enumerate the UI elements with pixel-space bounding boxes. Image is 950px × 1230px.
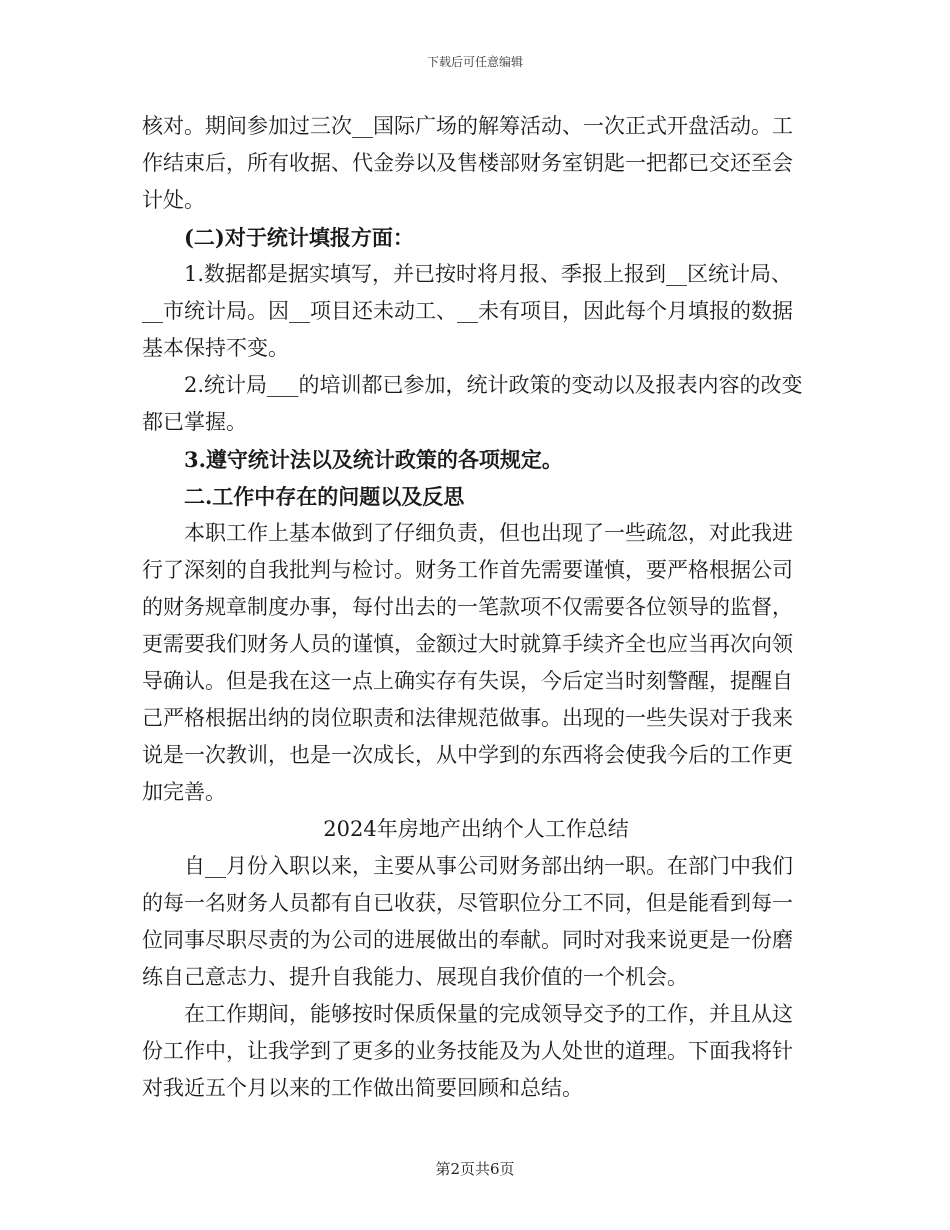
- paragraph-intro: 自__月份入职以来，主要从事公司财务部出纳一职。在部门中我们的每一名财务人员都有自已收获，尽管职位分工不同，但是能看到每一位同事尽职尽责的为公司的进展做出的奉献。同时对我来说更是一份磨练自己意志力、提升自我能力、展现自我价值的一个机会。: [142, 854, 793, 989]
- list-item-1: 1.数据都是据实填写，并已按时将月报、季报上报到__区统计局、__市统计局。因__项目还未动工、__未有项目，因此每个月填报的数据基本保持不变。: [142, 262, 793, 360]
- list-item-3: 3.遵守统计法以及统计政策的各项规定。: [184, 447, 563, 472]
- document-title: 2024年房地产出纳个人工作总结: [323, 817, 629, 841]
- list-item-2: 2.统计局___的培训都已参加，统计政策的变动以及报表内容的改变都已掌握。: [142, 373, 803, 434]
- page-header: 下载后可任意编辑: [426, 55, 523, 69]
- paragraph-continuation: 核对。期间参加过三次__国际广场的解筹活动、一次正式开盘活动。工作结束后，所有收据、代金券以及售楼部财务室钥匙一把都已交还至会计处。: [142, 114, 793, 212]
- section-heading-statistics: (二)对于统计填报方面：: [184, 225, 414, 250]
- paragraph-summary: 在工作期间，能够按时保质保量的完成领导交予的工作，并且从这份工作中，让我学到了更多的业务技能及为人处世的道理。下面我将针对我近五个月以来的工作做出简要回顾和总结。: [142, 1002, 793, 1100]
- section-heading-problems: 二.工作中存在的问题以及反思: [184, 484, 465, 509]
- document-body: [142, 108, 810, 1107]
- page-footer: 第2页共6页: [435, 1160, 515, 1178]
- paragraph-reflection: 本职工作上基本做到了仔细负责，但也出现了一些疏忽，对此我进行了深刻的自我批判与检讨。财务工作首先需要谨慎，要严格根据公司的财务规章制度办事，每付出去的一笔款项不仅需要各位领导的监督，更需要我们财务人员的谨慎，金额过大时就算手续齐全也应当再次向领导确认。但是我在这一点上确实存有失误，今后定当时刻警醒，提醒自己严格根据出纳的岗位职责和法律规范做事。出现的一些失误对于我来说是一次教训，也是一次成长，从中学到的东西将会使我今后的工作更加完善。: [142, 521, 793, 804]
